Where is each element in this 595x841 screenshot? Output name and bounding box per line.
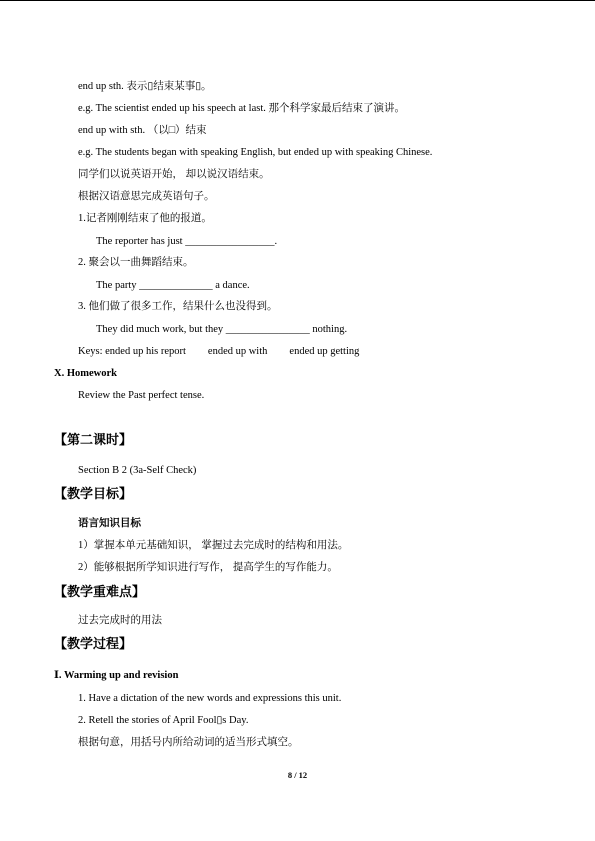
example-line: e.g. The students began with speaking English, but ended up with speaking Chinese.	[78, 147, 433, 158]
warmup-title: Ⅰ. Warming up and revision	[54, 670, 179, 681]
goals-heading: 【教学目标】	[54, 486, 133, 501]
homework-body: Review the Past perfect tense.	[78, 390, 205, 401]
goals-subheading: 语言知识目标	[78, 518, 141, 529]
warmup-item: 1. Have a dictation of the new words and expressions this unit.	[78, 693, 342, 704]
header-rule	[0, 0, 595, 1]
goal-item: 1）掌握本单元基础知识， 掌握过去完成时的结构和用法。	[78, 540, 349, 551]
text-line: end up with sth. （以□）结束	[78, 125, 207, 136]
goal-item: 2）能够根据所学知识进行写作， 提高学生的写作能力。	[78, 562, 338, 573]
example-line: e.g. The scientist ended up his speech at last. 那个科学家最后结束了演讲。	[78, 103, 406, 114]
answer-keys	[78, 345, 359, 359]
exercise-prompt: 2. 聚会以一曲舞蹈结束。	[78, 257, 194, 268]
exercise-sentence: The party ______________ a dance.	[96, 280, 250, 291]
key-1: Keys: ended up his report	[78, 346, 186, 357]
key-points-heading: 【教学重难点】	[54, 584, 146, 599]
page-number: 8 / 12	[287, 770, 308, 780]
text-line: 同学们以说英语开始， 却以说汉语结束。	[78, 169, 270, 180]
exercise-sentence: They did much work, but they ________________ nothing.	[96, 324, 348, 335]
warmup-instruction: 根据句意，用括号内所给动词的适当形式填空。	[78, 737, 299, 748]
homework-title: X. Homework	[54, 368, 117, 379]
lesson2-heading: 【第二课时】	[54, 432, 133, 447]
text-line: end up sth. 表示▯结束某事▯。	[78, 81, 212, 92]
warmup-item: 2. Retell the stories of April Fool▯s Day.	[78, 715, 249, 726]
exercise-prompt: 1.记者刚刚结束了他的报道。	[78, 213, 212, 224]
key-2: ended up with	[207, 346, 268, 357]
key-3: ended up getting	[289, 346, 360, 357]
exercise-prompt: 3. 他们做了很多工作，结果什么也没得到。	[78, 301, 278, 312]
section-line: Section B 2 (3a-Self Check)	[78, 465, 197, 476]
process-heading: 【教学过程】	[54, 636, 133, 651]
exercise-sentence: The reporter has just _________________.	[96, 236, 278, 247]
instruction-line: 根据汉语意思完成英语句子。	[78, 191, 215, 202]
key-points-body: 过去完成时的用法	[78, 615, 162, 626]
